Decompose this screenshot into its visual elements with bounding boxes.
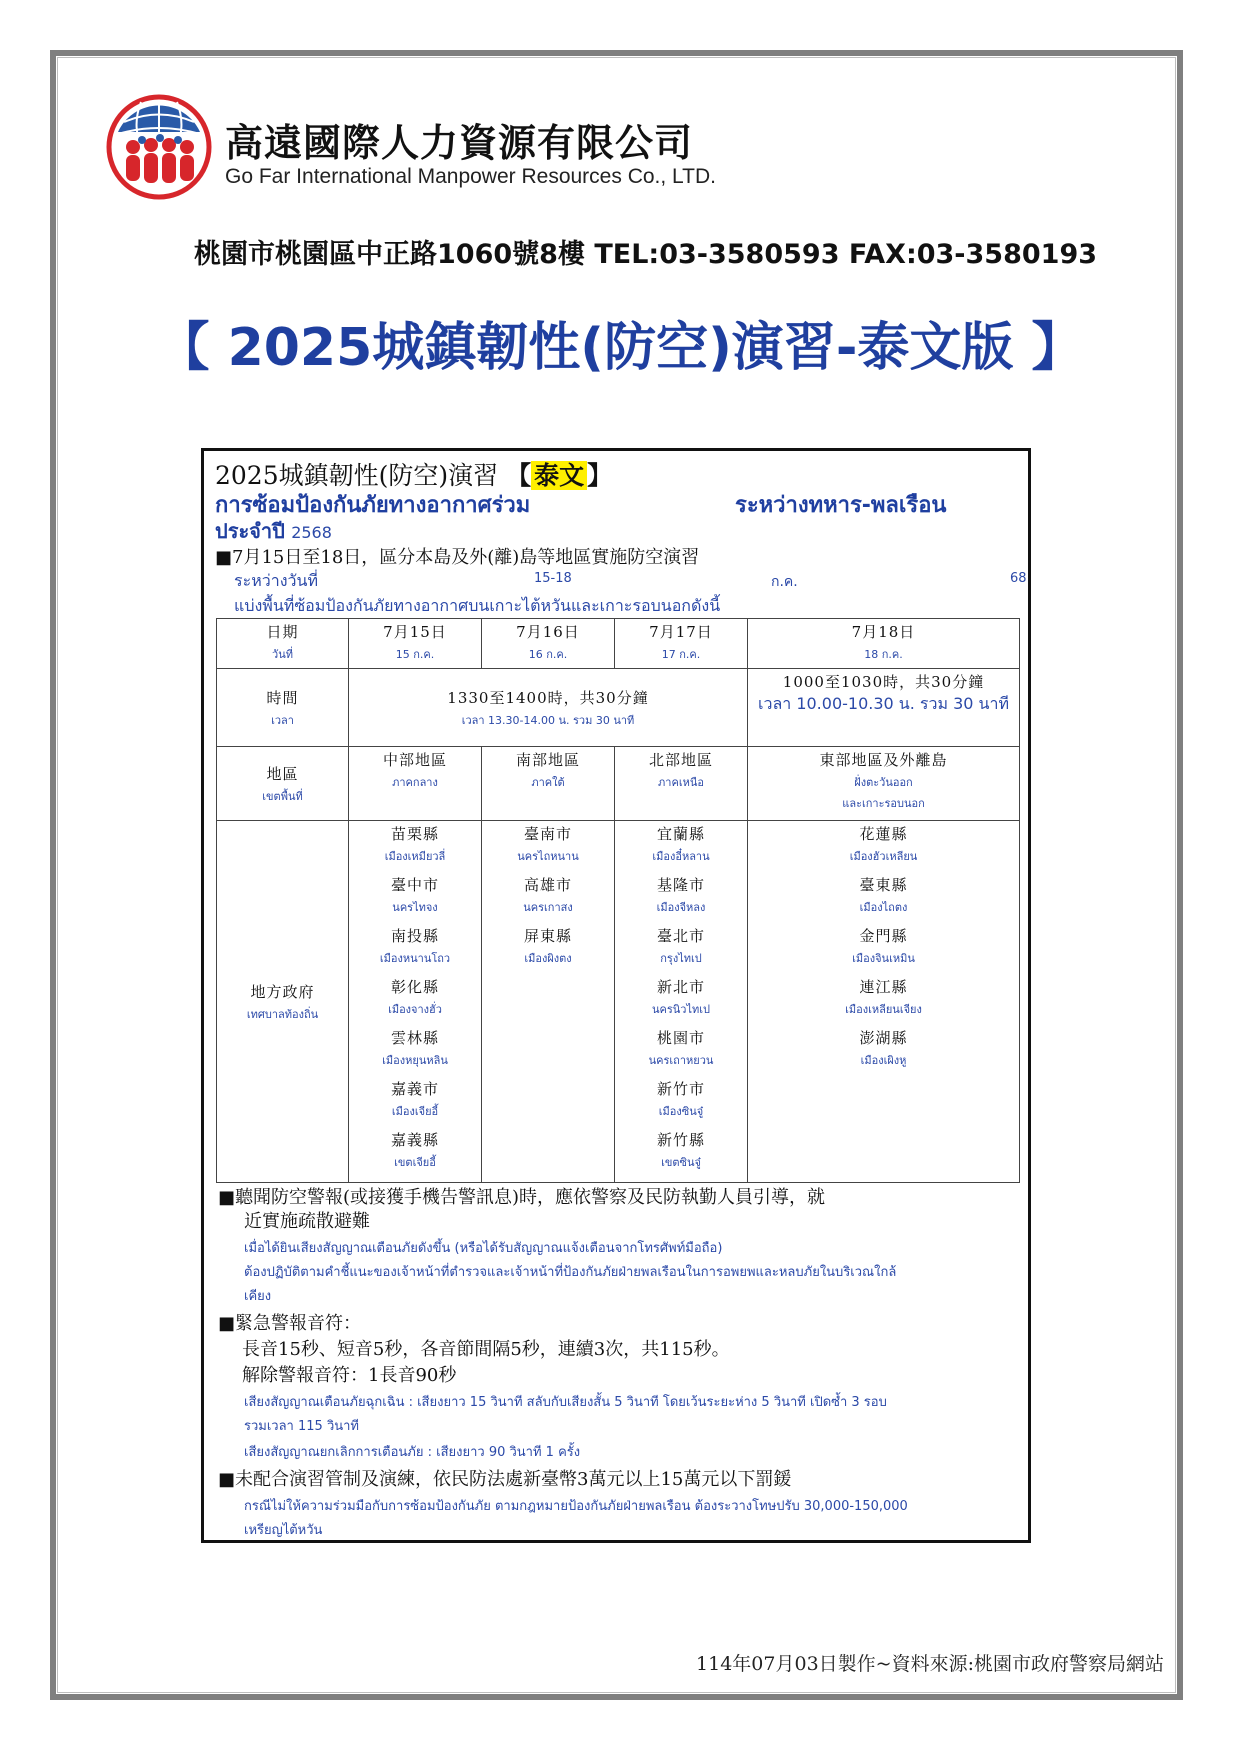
area-cell — [482, 747, 615, 821]
company-logo-icon — [106, 92, 212, 202]
city-name-zh: 嘉義市 — [390, 1080, 439, 1098]
city-entry — [750, 823, 1017, 874]
date-zh: 7月16日 — [516, 623, 580, 641]
note-1-zh-line-2: 近實施疏散避難 — [244, 1211, 370, 1232]
city-name-zh: 雲林縣 — [390, 1029, 439, 1047]
gov-label-th: เทศบาลท้องถิ่น — [246, 1007, 319, 1021]
company-contact-line: 桃園市桃園區中正路1060號8樓 TEL:03-3580593 FAX:03-3580193 — [194, 239, 1098, 270]
city-name-zh: 澎湖縣 — [859, 1029, 908, 1047]
city-entry — [351, 1078, 479, 1129]
time-cell-east — [748, 669, 1020, 747]
city-entry — [617, 976, 745, 1027]
note-1-th-line-1: เมื่อได้ยินเสียงสัญญาณเตือนภัยดังขึ้น (หรือได้รับสัญญาณแจ้งเตือนจากโทรศัพท์มือถือ) — [244, 1241, 723, 1256]
city-entry — [617, 823, 745, 874]
city-name-th: เมืองจินเหมิน — [852, 952, 915, 965]
time-label-cell — [217, 669, 349, 747]
area-label-th: เขตพื้นที่ — [262, 789, 303, 803]
city-name-th: เขตซินจู๋ — [661, 1156, 701, 1169]
note-2-th-line-2: รวมเวลา 115 วินาที — [244, 1419, 359, 1434]
city-name-zh: 宜蘭縣 — [656, 825, 705, 843]
date-th: 15 ก.ค. — [395, 648, 435, 661]
city-entry — [750, 874, 1017, 925]
poster-title-text: 2025城鎮韌性(防空)演習 — [215, 461, 499, 490]
city-entry — [617, 1027, 745, 1078]
note-2-zh-line-2: 長音15秒、短音5秒，各音節間隔5秒，連續3次，共115秒。 — [242, 1339, 730, 1360]
city-entry — [484, 823, 612, 874]
area-zh: 東部地區及外離島 — [819, 751, 948, 769]
city-name-th: เมืองเผิงหู — [860, 1054, 907, 1067]
city-name-th: เขตเจียอี้ — [394, 1156, 436, 1169]
company-name-en: Go Far International Manpower Resources Co., LTD. — [225, 165, 716, 188]
intro-th-c: ก.ค. — [771, 574, 798, 590]
time-2-zh: 1000至1030時，共30分鐘 — [782, 673, 985, 691]
city-entry — [617, 1129, 745, 1180]
city-entry — [484, 874, 612, 925]
city-entry — [351, 823, 479, 874]
note-3-th-line-2: เหรียญไต้หวัน — [244, 1523, 323, 1538]
area-label-zh: 地區 — [266, 764, 299, 783]
government-row — [217, 821, 1020, 1183]
city-entry — [351, 1129, 479, 1180]
city-name-th: เมืองฮัวเหลียน — [849, 850, 918, 863]
date-th: 18 ก.ค. — [864, 648, 903, 661]
note-2-th-line-3: เสียงสัญญาณยกเลิกการเตือนภัย : เสียงยาว 90 วินาที 1 ครั้ง — [244, 1445, 581, 1460]
time-2-th: เวลา 10.00-10.30 น. รวม 30 นาที — [757, 694, 1010, 713]
city-entry — [617, 874, 745, 925]
date-cell — [615, 619, 748, 669]
city-name-zh: 嘉義縣 — [390, 1131, 439, 1149]
area-th: ภาคเหนือ — [658, 776, 704, 789]
intro-th-d: 68 — [1010, 571, 1027, 586]
gov-label-cell — [217, 821, 349, 1183]
city-name-th: นครไถหนาน — [517, 850, 579, 863]
thai-heading-3: ประจำปี — [215, 519, 285, 543]
city-name-th: เมืองจางฮั่ว — [388, 1003, 442, 1016]
thai-year: 2568 — [291, 523, 332, 542]
city-name-th: เมืองไถตง — [859, 901, 908, 914]
city-name-zh: 金門縣 — [859, 927, 908, 945]
date-zh: 7月17日 — [649, 623, 713, 641]
note-3-th-line-1: กรณีไม่ให้ความร่วมมือกับการซ้อมป้องกันภัย ตามกฎหมายป้องกันภัยฝ่ายพลเรือน ต้องระวางโทษปรับ 30,000-150,000 — [244, 1499, 908, 1514]
drill-poster — [201, 448, 1031, 1543]
city-name-zh: 桃園市 — [656, 1029, 705, 1047]
city-entry — [484, 925, 612, 976]
page-title: 【 2025城鎮韌性(防空)演習-泰文版 】 — [157, 318, 1084, 378]
drill-schedule-table — [216, 618, 1020, 1183]
city-entry — [351, 1027, 479, 1078]
date-label-th: วันที่ — [272, 648, 293, 661]
city-name-zh: 臺中市 — [390, 876, 439, 894]
city-entry — [617, 925, 745, 976]
city-name-zh: 屏東縣 — [523, 927, 572, 945]
city-column-east — [748, 821, 1020, 1183]
city-name-zh: 花蓮縣 — [859, 825, 908, 843]
area-zh: 北部地區 — [648, 751, 713, 769]
city-name-zh: 南投縣 — [390, 927, 439, 945]
area-th: ภาคกลาง — [392, 776, 438, 789]
time-label-zh: 時間 — [266, 688, 299, 707]
poster-title-bracket-close: 】 — [587, 461, 613, 490]
time-cell-main — [349, 669, 748, 747]
city-name-zh: 新竹縣 — [656, 1131, 705, 1149]
area-th: ฝั่งตะวันออก — [854, 776, 913, 789]
note-1-th-line-2: ต้องปฏิบัติตามคำชี้แนะของเจ้าหน้าที่ตำรวจและเจ้าหน้าที่ป้องกันภัยฝ่ายพลเรือนในการอพยพและหลบภัยในบริเวณใกล้ — [244, 1265, 897, 1280]
city-name-th: นครเถาหยวน — [648, 1054, 714, 1067]
city-name-th: เมืองซินจู๋ — [658, 1105, 704, 1118]
time-label-th: เวลา — [271, 713, 294, 727]
city-entry — [750, 925, 1017, 976]
intro-th-a: ระหว่างวันที่ — [234, 571, 318, 590]
city-name-zh: 臺南市 — [523, 825, 572, 843]
intro-zh: ■7月15日至18日，區分本島及外(離)島等地區實施防空演習 — [215, 547, 700, 568]
note-1-zh-line-1: ■聽聞防空警報(或接獲手機告警訊息)時，應依警察及民防執勤人員引導，就 — [218, 1187, 826, 1208]
company-name-zh: 高遠國際人力資源有限公司 — [225, 121, 694, 165]
area-th: ภาคใต้ — [531, 776, 565, 789]
city-name-zh: 新北市 — [656, 978, 705, 996]
area-row — [217, 747, 1020, 821]
city-name-th: เมืองอี๋หลาน — [652, 850, 710, 863]
intro-th-2: แบ่งพื้นที่ซ้อมป้องกันภัยทางอากาศบนเกาะไต้หวันและเกาะรอบนอกดังนี้ — [234, 596, 721, 615]
city-column-south — [482, 821, 615, 1183]
city-name-th: เมืองเจียอี้ — [391, 1105, 439, 1118]
city-entry — [750, 976, 1017, 1027]
city-name-th: นครเกาสง — [523, 901, 573, 914]
city-name-zh: 高雄市 — [523, 876, 572, 894]
city-name-zh: 新竹市 — [656, 1080, 705, 1098]
city-name-th: เมืองเหมียวลี่ — [384, 850, 446, 863]
area-cell — [349, 747, 482, 821]
time-1-zh: 1330至1400時，共30分鐘 — [447, 688, 649, 707]
date-label-cell — [217, 619, 349, 669]
city-name-th: เมืองหยุนหลิน — [382, 1054, 448, 1067]
date-cell — [482, 619, 615, 669]
city-name-zh: 苗栗縣 — [390, 825, 439, 843]
poster-title-bracket-open: 【 — [506, 461, 532, 490]
area-zh: 中部地區 — [382, 751, 447, 769]
city-name-zh: 連江縣 — [859, 978, 908, 996]
area-cell — [748, 747, 1020, 821]
date-zh: 7月15日 — [383, 623, 447, 641]
city-column-north — [615, 821, 748, 1183]
city-name-zh: 臺北市 — [656, 927, 705, 945]
intro-th-b: 15-18 — [534, 571, 572, 586]
date-label-zh: 日期 — [266, 623, 299, 641]
city-name-th: เมืองจีหลง — [656, 901, 706, 914]
area-th-2: และเกาะรอบนอก — [842, 797, 925, 810]
area-cell — [615, 747, 748, 821]
date-cell — [349, 619, 482, 669]
note-2-zh-line-3: 解除警報音符：1長音90秒 — [242, 1365, 457, 1386]
area-zh: 南部地區 — [515, 751, 580, 769]
city-entry — [351, 925, 479, 976]
note-3-zh: ■未配合演習管制及演練，依民防法處新臺幣3萬元以上15萬元以下罰鍰 — [218, 1469, 792, 1490]
city-name-th: เมืองผิงตง — [524, 952, 572, 965]
area-label-cell — [217, 747, 349, 821]
date-cell — [748, 619, 1020, 669]
city-name-th: นครนิวไทเป — [651, 1003, 710, 1016]
city-name-zh: 臺東縣 — [859, 876, 908, 894]
footer-source: 114年07月03日製作~資料來源:桃園市政府警察局網站 — [696, 1653, 1164, 1675]
city-name-th: เมืองหนานโถว — [379, 952, 451, 965]
city-name-th: กรุงไทเป — [660, 952, 702, 965]
city-column-central — [349, 821, 482, 1183]
date-zh: 7月18日 — [851, 623, 916, 641]
city-entry — [617, 1078, 745, 1129]
city-name-th: นครไทจง — [392, 901, 438, 914]
city-entry — [351, 976, 479, 1027]
date-th: 16 ก.ค. — [528, 648, 568, 661]
date-th: 17 ก.ค. — [661, 648, 701, 661]
note-2-th-line-1: เสียงสัญญาณเตือนภัยฉุกเฉิน : เสียงยาว 15 วินาที สลับกับเสียงสั้น 5 วินาที โดยเว้นระยะห่าง 5 วินาที เปิดซ้ำ 3 รอบ — [244, 1395, 887, 1410]
city-entry — [750, 1027, 1017, 1078]
time-1-th: เวลา 13.30-14.00 น. รวม 30 นาที — [461, 713, 635, 727]
poster-language-badge: 泰文 — [531, 461, 587, 490]
city-name-zh: 彰化縣 — [390, 978, 439, 996]
time-row — [217, 669, 1020, 747]
gov-label-zh: 地方政府 — [250, 982, 315, 1001]
note-2-zh-line-1: ■緊急警報音符： — [218, 1313, 362, 1334]
city-name-zh: 基隆市 — [656, 876, 705, 894]
date-row — [217, 619, 1020, 669]
thai-heading-1: การซ้อมป้องกันภัยทางอากาศร่วม — [215, 493, 531, 518]
city-entry — [351, 874, 479, 925]
thai-heading-2: ระหว่างทหาร-พลเรือน — [735, 493, 947, 518]
note-1-th-line-3: เคียง — [244, 1289, 272, 1304]
city-name-th: เมืองเหลียนเจียง — [845, 1003, 922, 1016]
